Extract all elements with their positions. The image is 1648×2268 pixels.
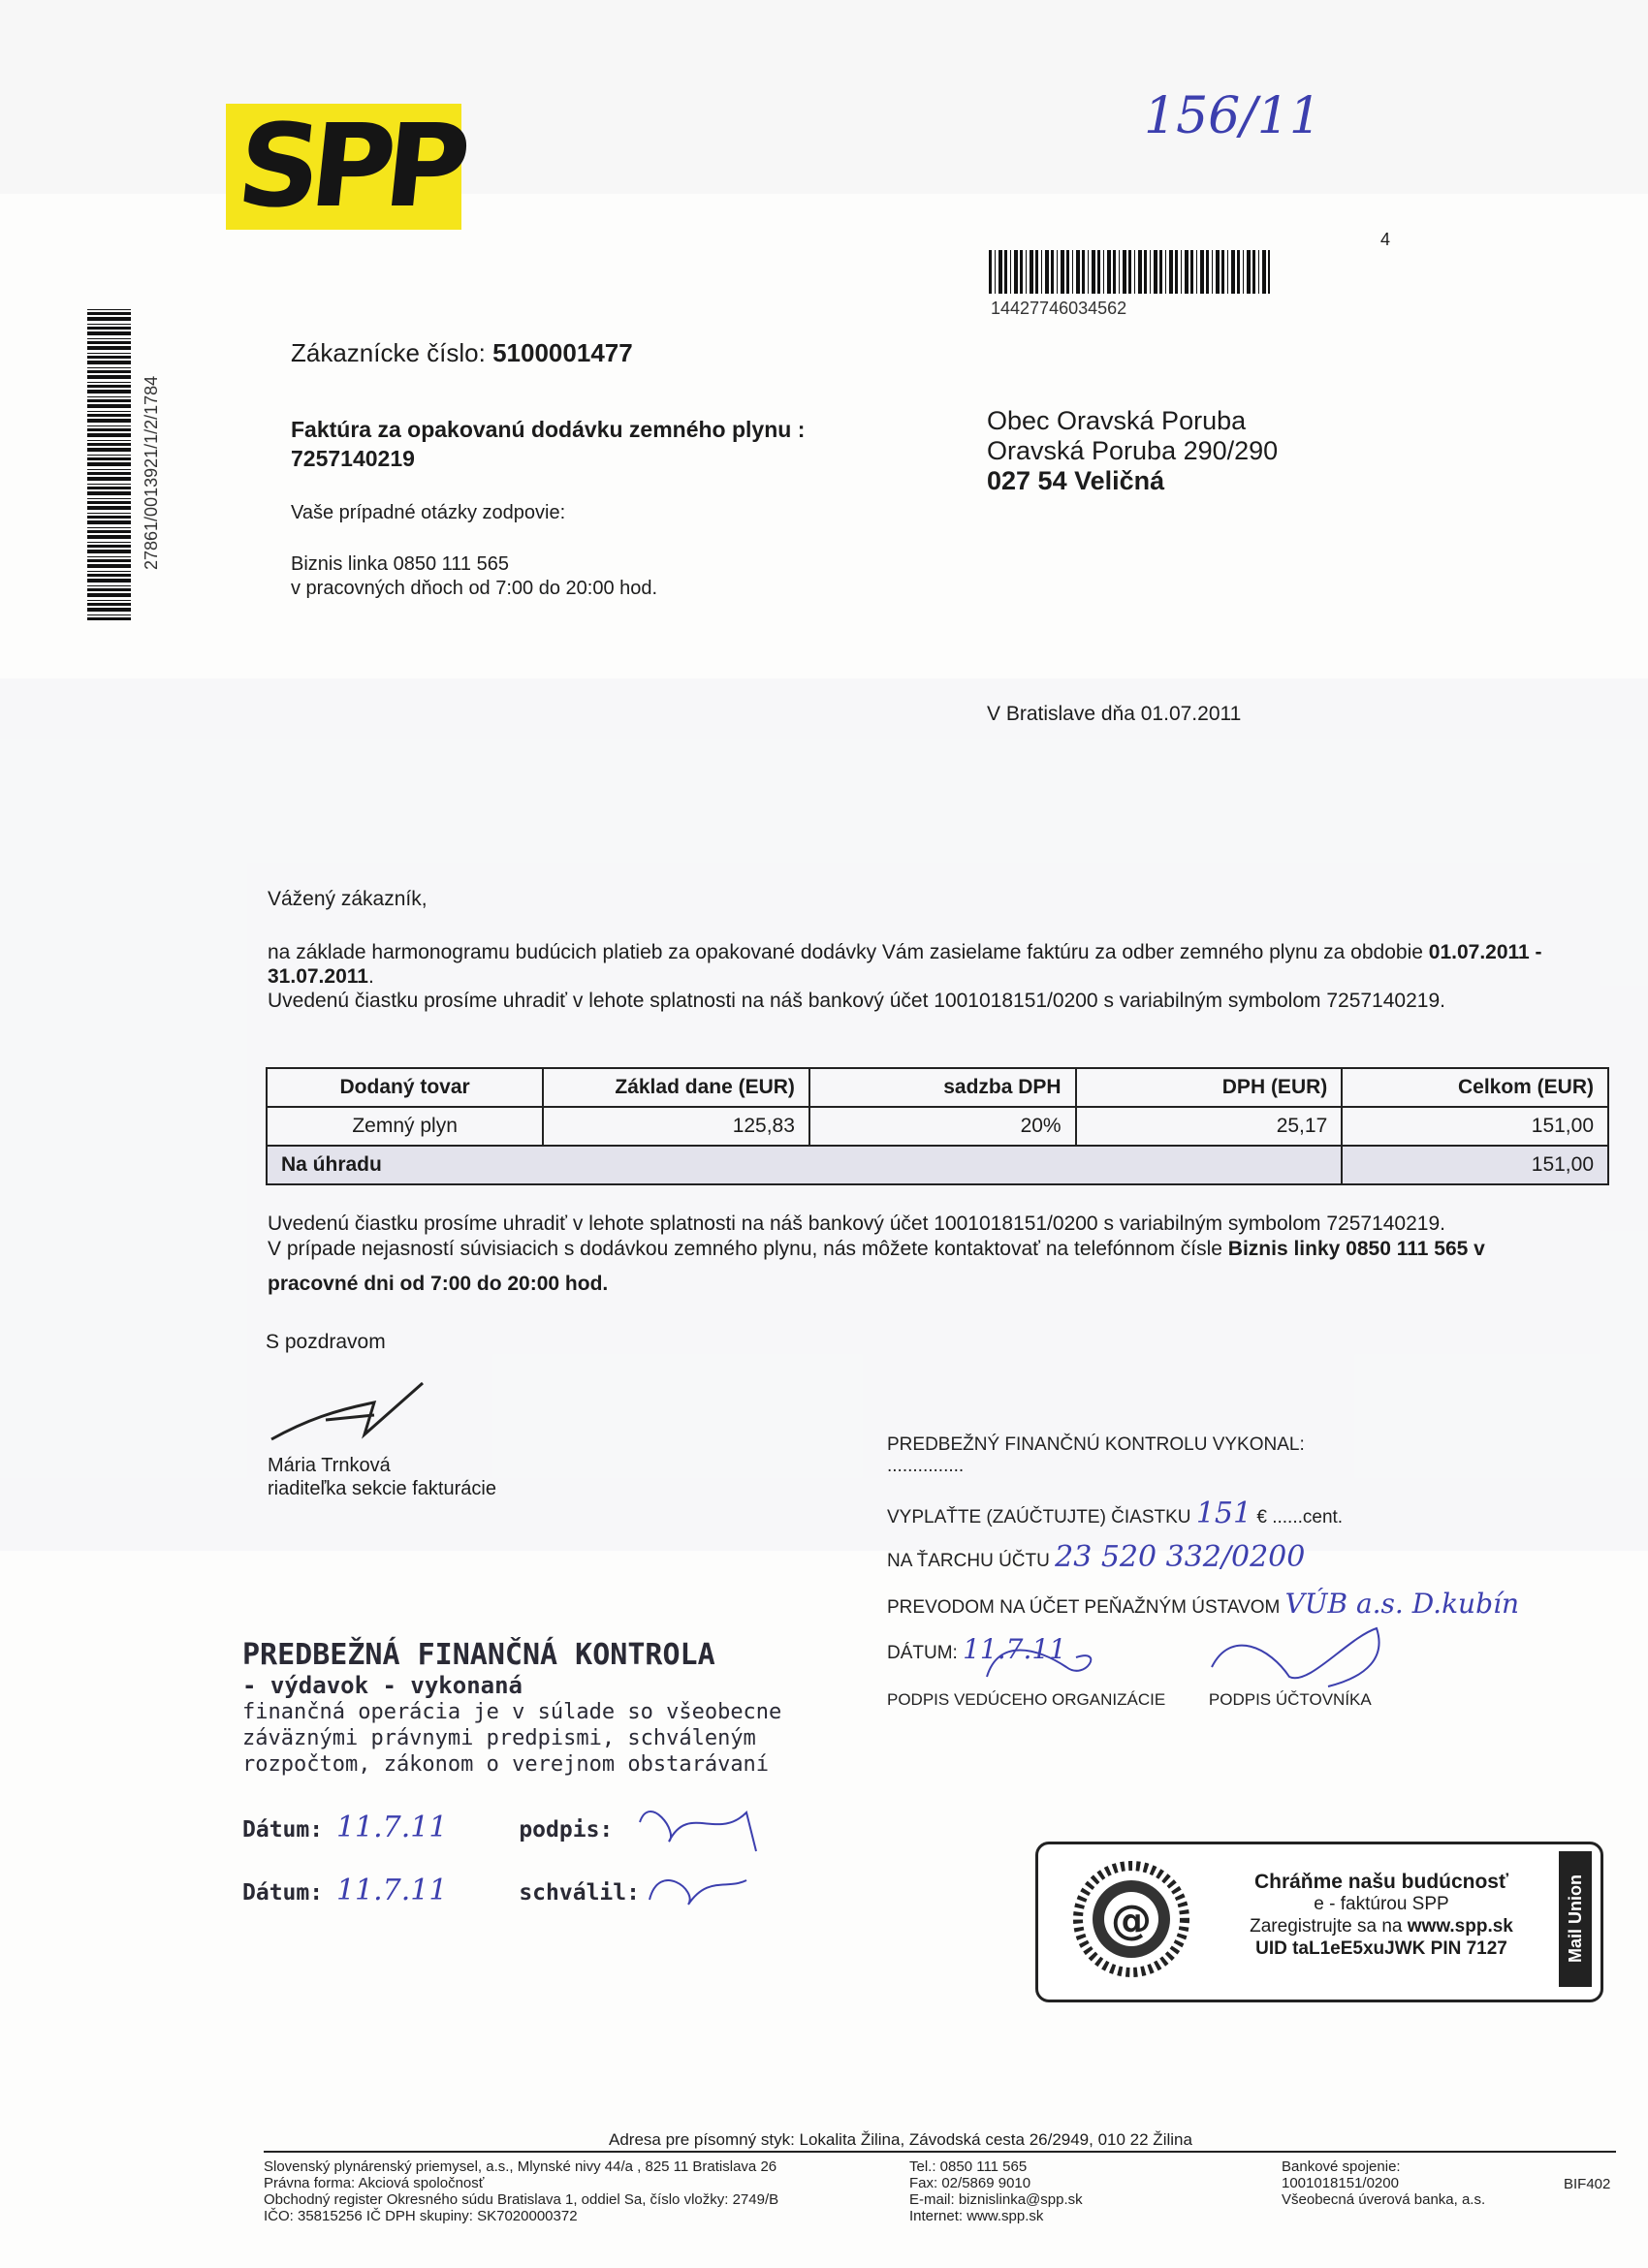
stamp-amount-unit: € ......cent. xyxy=(1256,1507,1344,1528)
stamp-sign-1: PODPIS VEDÚCEHO ORGANIZÁCIE xyxy=(887,1690,1166,1709)
footer-bank-line: Bankové spojenie: xyxy=(1282,2158,1401,2175)
svg-text:@: @ xyxy=(1111,1896,1152,1943)
stamp-bank-label: PREVODOM NA ÚČET PEŇAŽNÝM ÚSTAVOM xyxy=(887,1597,1281,1618)
footer-contact-line: E-mail: biznislinka@spp.sk xyxy=(909,2191,1083,2208)
col-header: Dodaný tovar xyxy=(267,1068,543,1107)
efaktura-line-3: Zaregistrujte sa na xyxy=(1250,1916,1403,1937)
customer-number-label: Zákaznícke číslo: xyxy=(291,338,486,367)
table-header-row xyxy=(267,1068,1608,1107)
finance-date-1-label: Dátum: xyxy=(242,1817,324,1843)
footer-bank xyxy=(1282,2158,1485,2208)
finance-stamp-text-3: rozpočtom, zákonom o verejnom obstarávaní xyxy=(242,1752,770,1777)
finance-stamp-text-1: finančná operácia je v súlade so všeobecne xyxy=(242,1700,782,1724)
efaktura-text xyxy=(1217,1871,1546,1960)
efaktura-site: www.spp.sk xyxy=(1407,1916,1513,1937)
customer-number xyxy=(291,338,633,368)
period-start: 01.07.2011 - xyxy=(1428,941,1542,963)
footer-bank-line: 1001018151/0200 xyxy=(1282,2175,1399,2191)
signatory-name: Mária Trnková xyxy=(268,1455,391,1476)
signatory xyxy=(268,1454,496,1500)
footer-company-line: Právna forma: Akciová spoločnosť xyxy=(264,2175,485,2191)
col-header: Celkom (EUR) xyxy=(1342,1068,1608,1107)
recipient-city: 027 54 Veličná xyxy=(987,466,1165,495)
after-table-text xyxy=(268,1212,1625,1297)
handwritten-signatures-right xyxy=(979,1619,1396,1696)
table-cell: Zemný plyn xyxy=(267,1107,543,1146)
after-line-3: pracovné dni od 7:00 do 20:00 hod. xyxy=(268,1273,609,1295)
body-paragraph xyxy=(268,940,1625,1013)
invoice-number: 7257140219 xyxy=(291,446,415,471)
greeting: Vážený zákazník, xyxy=(268,888,428,910)
stamp-line-1: PREDBEŽNÝ FINANČNÚ KONTROLU VYKONAL: ............... xyxy=(887,1434,1305,1476)
closing: S pozdravom xyxy=(266,1331,386,1353)
footer-divider xyxy=(264,2151,1616,2153)
stamp-sign-2: PODPIS ÚČTOVNÍKA xyxy=(1208,1690,1372,1709)
after-line-1: Uvedenú čiastku prosíme uhradiť v lehote splatnosti na náš bankový účet 1001018151/0200 s variabilným symbolom 7257140219. xyxy=(268,1213,1445,1235)
footer-contact-line: Fax: 02/5869 9010 xyxy=(909,2175,1031,2191)
footer-company-line: IČO: 35815256 IČ DPH skupiny: SK7020000372 xyxy=(264,2208,578,2224)
after-line-2: V prípade nejasností súvisiacich s dodávkou zemného plynu, nás môžete kontaktovať na telefónnom čísle xyxy=(268,1238,1222,1260)
footer-bank-line: Všeobecná úverová banka, a.s. xyxy=(1282,2191,1486,2208)
spp-logo-text: SPP xyxy=(231,99,467,233)
total-label: Na úhradu xyxy=(267,1146,1342,1184)
efaktura-line-2: e - faktúrou SPP xyxy=(1314,1894,1449,1914)
invoice-title-text: Faktúra za opakovanú dodávku zemného plynu : xyxy=(291,417,806,442)
hotline-hours: v pracovných dňoch od 7:00 do 20:00 hod. xyxy=(291,578,658,599)
finance-date-1-value: 11.7.11 xyxy=(335,1811,448,1844)
invoice-title xyxy=(291,415,805,473)
questions-label: Vaše prípadné otázky zodpovie: xyxy=(291,502,566,523)
date-place: V Bratislave dňa 01.07.2011 xyxy=(987,703,1242,725)
recipient-street: Oravská Poruba 290/290 xyxy=(987,436,1279,465)
finance-date-2-value: 11.7.11 xyxy=(335,1874,448,1907)
footer-address: Adresa pre písomný styk: Lokalita Žilina, Závodská cesta 26/2949, 010 22 Žilina xyxy=(609,2130,1192,2149)
efaktura-uid: UID taL1eE5xuJWK PIN 7127 xyxy=(1255,1938,1507,1959)
stamp-account-label: NA ŤARCHU ÚČTU xyxy=(887,1551,1050,1571)
finance-stamp-sub: - výdavok - vykonaná xyxy=(242,1672,523,1699)
finance-sig-1-label: podpis: xyxy=(519,1817,614,1843)
footer-company-line: Slovenský plynárenský priemysel, a.s., Mlynské nivy 44/a , 825 11 Bratislava 26 xyxy=(264,2158,777,2175)
recipient-name: Obec Oravská Poruba xyxy=(987,406,1247,435)
period-dot: . xyxy=(367,965,374,988)
stamp-account-value: 23 520 332/0200 xyxy=(1055,1540,1306,1574)
stamp-amount-value: 151 xyxy=(1195,1496,1252,1530)
side-code: 27861/0013921/1/2/1784 xyxy=(142,375,161,570)
invoice-table xyxy=(266,1067,1609,1185)
col-header: Základ dane (EUR) xyxy=(543,1068,809,1107)
mail-union-logo: Mail Union xyxy=(1559,1851,1592,1987)
table-total-row xyxy=(267,1146,1608,1184)
after-line-2-bold: Biznis linky 0850 111 565 v xyxy=(1227,1238,1485,1260)
efaktura-title: Chráňme našu budúcnosť xyxy=(1253,1871,1509,1893)
handwritten-number: 156/11 xyxy=(1144,87,1321,145)
footer-contact xyxy=(909,2158,1083,2224)
finance-sig-2-label: schválil: xyxy=(519,1880,640,1906)
signatory-role: riaditeľka sekcie fakturácie xyxy=(268,1478,496,1499)
stamp-date-label: DÁTUM: xyxy=(887,1643,958,1663)
finance-date-2-label: Dátum: xyxy=(242,1880,324,1906)
footer-code: BIF402 xyxy=(1564,2176,1611,2192)
footer-company-line: Obchodný register Okresného súdu Bratislava 1, oddiel Sa, číslo vložky: 2749/B xyxy=(264,2191,779,2208)
stamp-date-value: 11.7.11 xyxy=(963,1633,1066,1665)
footer-contact-line: Internet: www.spp.sk xyxy=(909,2208,1044,2224)
total-value: 151,00 xyxy=(1342,1146,1608,1184)
finance-stamp-title: PREDBEŽNÁ FINANČNÁ KONTROLA xyxy=(242,1638,715,1672)
signature-mark xyxy=(268,1381,442,1449)
table-cell: 20% xyxy=(809,1107,1076,1146)
col-header: sadzba DPH xyxy=(809,1068,1076,1107)
table-cell: 125,83 xyxy=(543,1107,809,1146)
period-end: 31.07.2011 xyxy=(268,965,368,988)
hotline-block xyxy=(291,552,657,601)
stamp-amount-label: VYPLAŤTE (ZAÚČTUJTE) ČIASTKU xyxy=(887,1507,1191,1528)
page-number: 4 xyxy=(1380,230,1391,249)
hotline: Biznis linka 0850 111 565 xyxy=(291,553,509,575)
table-cell: 25,17 xyxy=(1076,1107,1343,1146)
customer-number-value: 5100001477 xyxy=(492,338,633,367)
barcode-number: 14427746034562 xyxy=(991,299,1127,318)
barcode xyxy=(989,250,1270,294)
side-barcode xyxy=(87,308,131,620)
table-row xyxy=(267,1107,1608,1146)
table-cell: 151,00 xyxy=(1342,1107,1608,1146)
handwritten-signatures-left xyxy=(620,1783,805,1919)
footer-contact-line: Tel.: 0850 111 565 xyxy=(909,2158,1028,2175)
at-sign-icon xyxy=(1059,1861,1204,1977)
body-line-1: na základe harmonogramu budúcich platieb za opakované dodávky Vám zasielame faktúru za odber zemného plynu za obdobie xyxy=(268,941,1423,963)
finance-stamp-text-2: záväznými právnymi predpismi, schváleným xyxy=(242,1726,756,1750)
stamp-bank-value: VÚB a.s. D.kubín xyxy=(1284,1588,1519,1620)
col-header: DPH (EUR) xyxy=(1076,1068,1343,1107)
recipient-address xyxy=(987,406,1278,496)
body-line-3: Uvedenú čiastku prosíme uhradiť v lehote splatnosti na náš bankový účet 1001018151/0200 s variabilným symbolom 7257140219. xyxy=(268,990,1445,1012)
footer-company xyxy=(264,2158,778,2224)
